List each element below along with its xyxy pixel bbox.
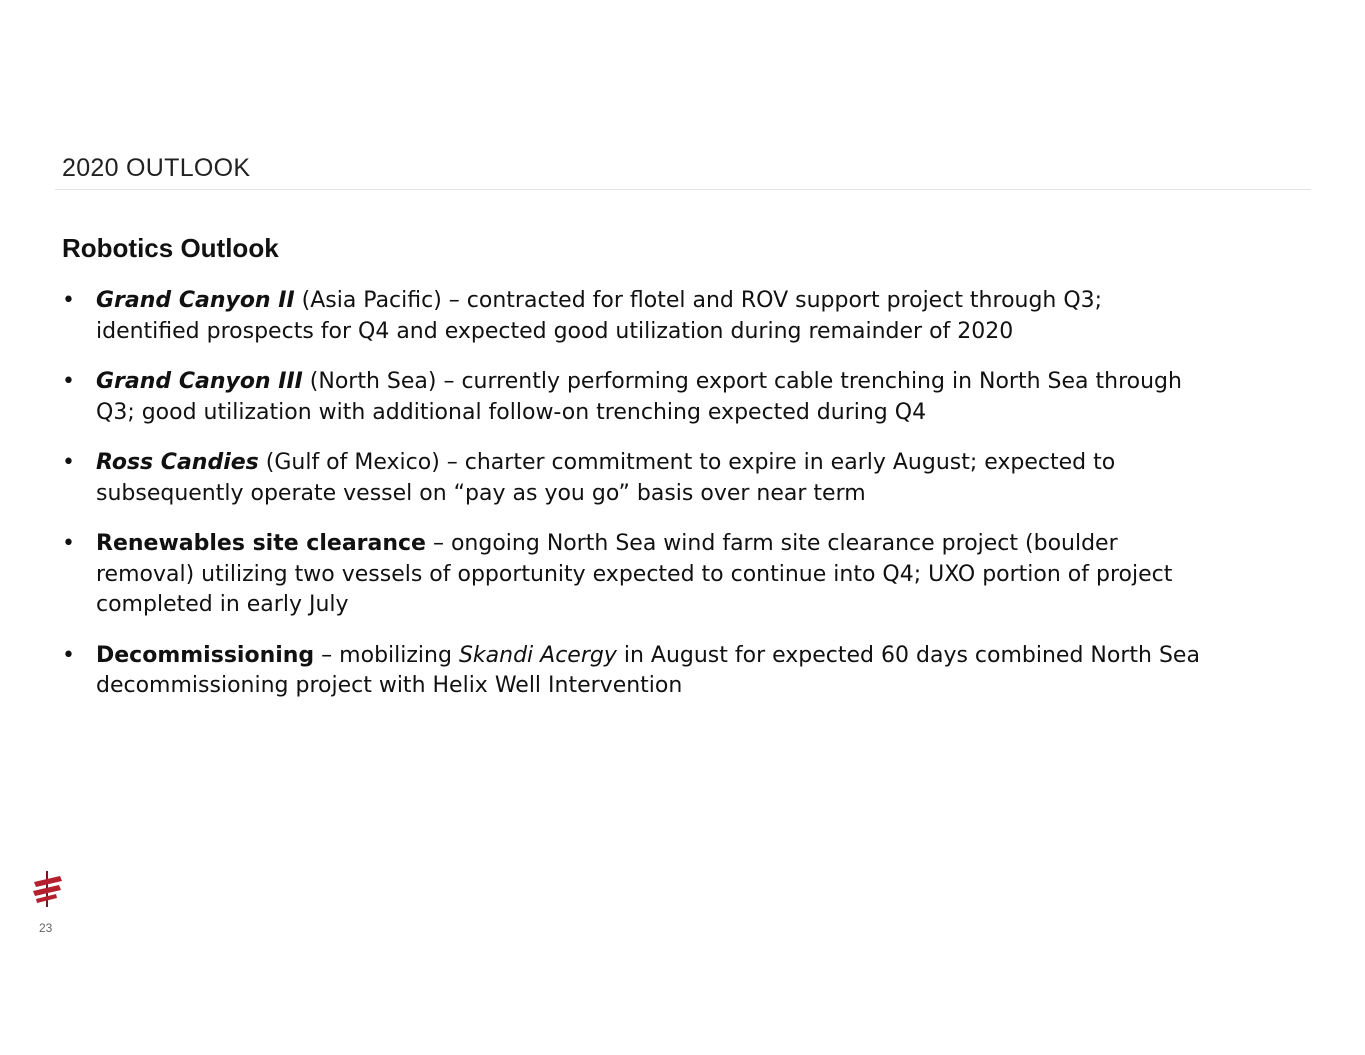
bullet-text: – mobilizing [314, 642, 459, 668]
bullet-text: in August for expected 60 days combined North Sea decommissioning project with Helix Well Intervention [96, 642, 1200, 698]
list-item [62, 286, 1212, 347]
page-number: 23 [39, 921, 53, 935]
bullet-text: (Asia Pacific) – contracted for flotel and ROV support project through Q3; identified prospects for Q4 and expected good utilization during remainder of 2020 [96, 288, 1103, 344]
bullet-text: (North Sea) – currently performing export cable trenching in North Sea through Q3; good utilization with additional follow-on trenching expected during Q4 [96, 369, 1182, 425]
list-item [62, 641, 1212, 702]
bullet-marker: • [62, 531, 75, 556]
bullet-text: – ongoing North Sea wind farm site clearance project (boulder removal) utilizing two vessels of opportunity expected to continue into Q4; UXO portion of project completed in early July [96, 531, 1173, 617]
list-item [62, 529, 1212, 621]
bullet-marker: • [62, 369, 75, 394]
page-title: Robotics Outlook [62, 233, 279, 263]
vessel-name: Grand Canyon III [96, 369, 303, 394]
vessel-name: Skandi Acergy [458, 642, 617, 668]
vessel-name: Ross Candies [96, 450, 259, 475]
bullet-marker: • [62, 288, 75, 313]
bullet-marker: • [62, 450, 75, 475]
project-name: Decommissioning [96, 642, 315, 668]
project-name: Renewables site clearance [96, 531, 426, 556]
header-divider [55, 189, 1311, 190]
vessel-name: Grand Canyon II [96, 288, 295, 313]
list-item [62, 448, 1212, 509]
bullet-marker: • [62, 642, 75, 668]
list-item [62, 367, 1212, 428]
section-label: 2020 OUTLOOK [62, 154, 251, 182]
helix-logo-icon [30, 870, 66, 908]
bullet-text: (Gulf of Mexico) – charter commitment to expire in early August; expected to subsequently operate vessel on “pay as you go” basis over near term [96, 450, 1116, 506]
outlook-bullet-list [62, 286, 1212, 722]
